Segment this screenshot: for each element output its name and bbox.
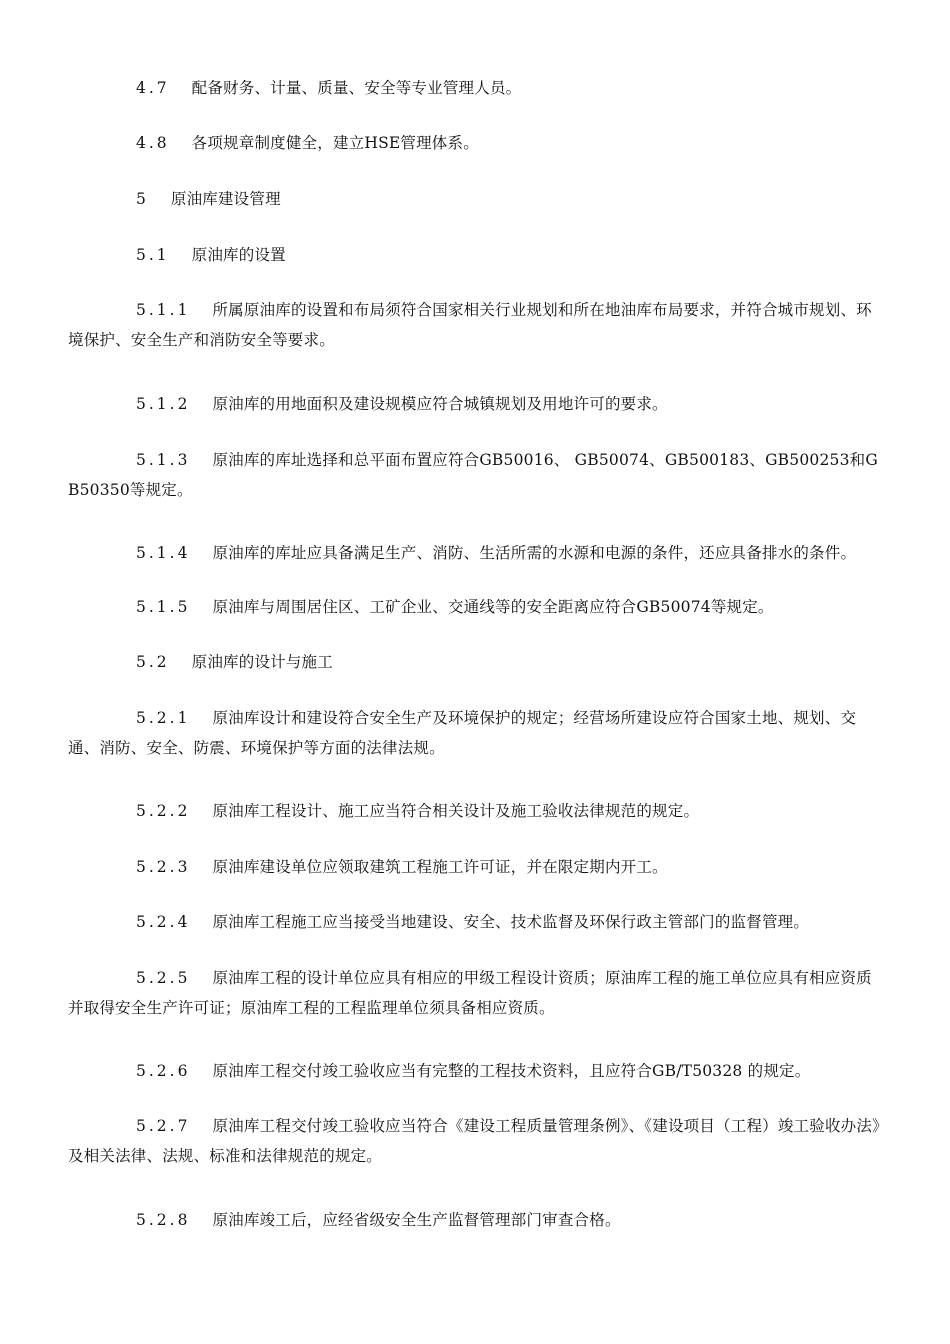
clause-4-8 — [68, 128, 883, 158]
clause-number: 5.1.2 — [136, 395, 191, 413]
clause-text: 原油库竣工后，应经省级安全生产监督管理部门审查合格。 — [212, 1211, 621, 1229]
section-5-heading — [68, 184, 883, 214]
clause-text: 原油库的设置 — [191, 246, 286, 264]
clause-5-2-5 — [68, 963, 883, 1023]
clause-text: 原油库工程交付竣工验收应当有完整的工程技术资料，且应符合GB/T50328 的规定。 — [212, 1062, 811, 1080]
clause-5-1-4 — [68, 538, 883, 568]
clause-text: 原油库建设单位应领取建筑工程施工许可证，并在限定期内开工。 — [212, 858, 668, 876]
clause-number: 5.1.4 — [136, 544, 191, 562]
clause-text: 原油库与周围居住区、工矿企业、交通线等的安全距离应符合GB50074等规定。 — [212, 598, 774, 616]
clause-text: 原油库建设管理 — [170, 190, 281, 208]
clause-number: 5.1.5 — [136, 598, 191, 616]
clause-number: 5.2 — [136, 653, 170, 671]
clause-text: 原油库的库址应具备满足生产、消防、生活所需的水源和电源的条件，还应具备排水的条件。 — [212, 544, 857, 562]
clause-5-2-3 — [68, 852, 883, 882]
clause-number: 5.1.1 — [136, 301, 191, 319]
clause-number: 5.2.3 — [136, 858, 191, 876]
clause-5-2-1 — [68, 703, 883, 763]
section-5-1-heading — [68, 240, 883, 270]
clause-text: 原油库的库址选择和总平面布置应符合GB50016、 GB50074、GB500183、GB500253和GB50350等规定。 — [68, 451, 878, 499]
clause-4-7 — [68, 73, 883, 103]
clause-5-1-1 — [68, 295, 883, 355]
clause-text: 配备财务、计量、质量、安全等专业管理人员。 — [191, 79, 522, 97]
clause-text: 原油库工程的设计单位应具有相应的甲级工程设计资质；原油库工程的施工单位应具有相应资质并取得安全生产许可证；原油库工程的工程监理单位须具备相应资质。 — [68, 969, 872, 1017]
section-5-2-heading — [68, 647, 883, 677]
clause-5-2-2 — [68, 796, 883, 826]
clause-text: 所属原油库的设置和布局须符合国家相关行业规划和所在地油库布局要求，并符合城市规划、环境保护、安全生产和消防安全等要求。 — [68, 301, 872, 349]
clause-text: 原油库设计和建设符合安全生产及环境保护的规定；经营场所建设应符合国家土地、规划、交通、消防、安全、防震、环境保护等方面的法律法规。 — [68, 709, 857, 757]
clause-5-2-7 — [68, 1111, 883, 1171]
clause-number: 5.2.5 — [136, 969, 191, 987]
clause-number: 5.2.1 — [136, 709, 191, 727]
clause-5-2-8 — [68, 1205, 883, 1235]
clause-number: 5.1 — [136, 246, 170, 264]
clause-text: 原油库的用地面积及建设规模应符合城镇规划及用地许可的要求。 — [212, 395, 668, 413]
clause-number: 5.2.4 — [136, 913, 191, 931]
clause-number: 4.8 — [136, 134, 170, 152]
clause-text: 各项规章制度健全，建立HSE管理体系。 — [191, 134, 479, 152]
clause-5-1-2 — [68, 389, 883, 419]
clause-5-1-5 — [68, 592, 883, 622]
clause-number: 5.1.3 — [136, 451, 191, 469]
clause-number: 5 — [136, 190, 149, 208]
clause-text: 原油库的设计与施工 — [191, 653, 333, 671]
clause-number: 5.2.7 — [136, 1117, 191, 1135]
clause-number: 4.7 — [136, 79, 170, 97]
clause-5-2-4 — [68, 907, 883, 937]
clause-number: 5.2.2 — [136, 802, 191, 820]
clause-text: 原油库工程施工应当接受当地建设、安全、技术监督及环保行政主管部门的监督管理。 — [212, 913, 810, 931]
clause-text: 原油库工程交付竣工验收应当符合《建设工程质量管理条例》、《建设项目（工程）竣工验收办法》及相关法律、法规、标准和法律规范的规定。 — [68, 1117, 881, 1165]
clause-number: 5.2.8 — [136, 1211, 191, 1229]
clause-text: 原油库工程设计、施工应当符合相关设计及施工验收法律规范的规定。 — [212, 802, 700, 820]
clause-5-2-6 — [68, 1056, 883, 1086]
clause-number: 5.2.6 — [136, 1062, 191, 1080]
clause-5-1-3 — [68, 445, 883, 505]
